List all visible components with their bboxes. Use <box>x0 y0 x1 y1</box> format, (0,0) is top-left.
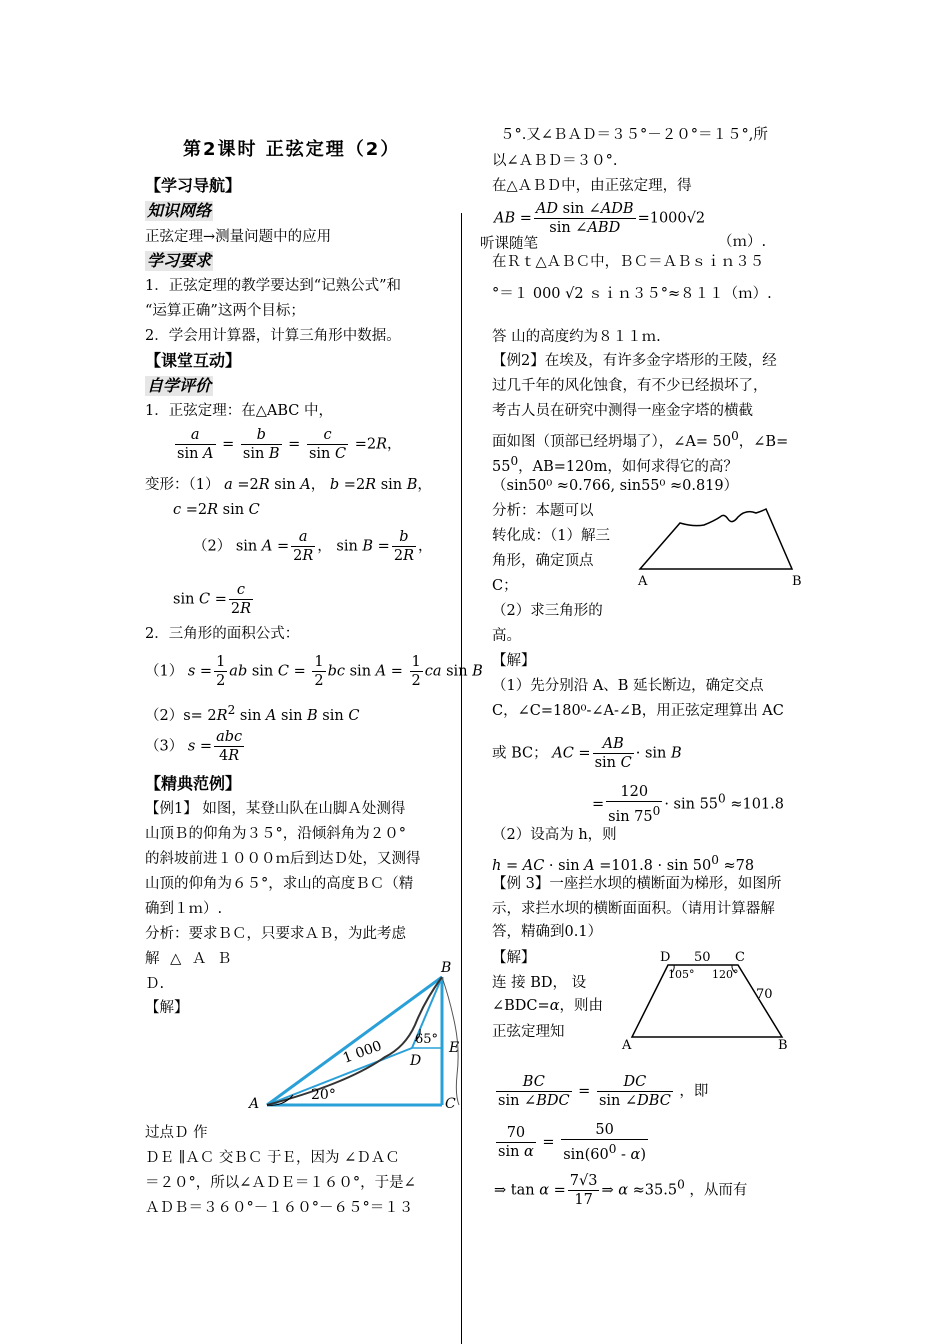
ex3-line3a: 答，精确到 <box>492 924 565 940</box>
analysis-line2: 解 △ Ａ Ｂ <box>145 951 235 967</box>
dam-label-B: B <box>778 1038 788 1053</box>
r-line3: 在△ＡＢＤ中，由正弦定理，得 <box>492 178 692 194</box>
sub-selfstudy: 自学评价 <box>147 376 212 395</box>
variant2-c: sin C = $\frac{c}{2R}$ <box>173 582 252 617</box>
solve-label-right: 【解】 <box>492 653 536 669</box>
r-line4b-part2: ｓｉｎ３５°≈８１１（ｍ）. <box>588 286 772 302</box>
pyr-label-A: A <box>638 574 648 589</box>
ex2-line5-text: ，AB=120m，如何求得它的高？ <box>518 458 738 475</box>
pyramid-figure <box>632 505 812 595</box>
r-line1: ５°.又∠ＢＡＤ＝３５°－２０°＝１５°,所 <box>500 127 768 143</box>
r-line4b-part1: °＝１ 000 <box>492 286 561 302</box>
area-formula-1: （1） s = $\frac{1}{2}$ ab sin C = $\frac{1}{2}$ bc sin A = $\frac{1}{2}$ ca sin B <box>145 654 483 689</box>
dam-angle-D: 105° <box>668 968 695 981</box>
section-interact: 【课堂互动】 <box>145 351 242 370</box>
s3-line2: ∠BDC=α，则由 <box>492 998 603 1014</box>
area-title: 2．三角形的面积公式： <box>145 626 300 642</box>
ex2-line4b: ，∠B= <box>738 433 789 450</box>
ex1-line1: 【例1】 如图，某登山队在山脚Ａ处测得 <box>145 801 406 817</box>
label-angle-65: 65° <box>415 1032 439 1047</box>
variant2-label: （2） <box>193 538 232 555</box>
ex3-line3c: ） <box>587 924 603 940</box>
dam-side-length: 70 <box>756 987 773 1002</box>
req2: 2．学会用计算器，计算三角形中数据。 <box>145 328 401 344</box>
network-text: 正弦定理→测量问题中的应用 <box>145 229 332 245</box>
r-line2: 以∠ＡＢＤ＝３０°. <box>492 153 618 169</box>
s3-ratio-2: $\frac{70}{\text{sin α}}$ = $\frac{50}{\sin(60^0 - \alpha)}$ <box>498 1122 647 1163</box>
mountain-figure <box>245 955 465 1115</box>
section-examples: 【精典范例】 <box>145 774 242 793</box>
an2-line1: 分析：本题可以 <box>492 503 594 519</box>
label-B: B <box>441 960 452 976</box>
area3-label: （3） <box>145 738 184 755</box>
pyramid-outline <box>640 509 792 569</box>
ex1-line2: 山顶Ｂ的仰角为３５°，沿倾斜角为２０° <box>145 826 406 842</box>
page-title: 第2课时 正弦定理（2） <box>183 139 401 160</box>
ex2-line6: （sin50⁰ ≈0.766, sin55⁰ ≈0.819） <box>492 478 739 494</box>
ex3-precision: 0.1 <box>564 924 588 940</box>
variant1: 变形：（1） a =2R sin A， b =2R sin B， <box>145 477 432 493</box>
an2-line3: 角形，确定顶点 <box>492 553 594 569</box>
s2-ac-line: 或 BC； AC = $\frac{AB}{\text{sin C}}$ · sin B <box>492 736 682 771</box>
sine-law-intro: 1．正弦定理：在△ABC 中， <box>145 403 333 419</box>
s2-line2: C，∠C=180⁰-∠A-∠B，用正弦定理算出 AC <box>492 703 784 719</box>
sol-line2: ＤＥ ∥ＡＣ 交ＢＣ 于Ｅ，因为 ∠ＤＡＣ <box>145 1150 400 1166</box>
label-A: A <box>249 1096 260 1112</box>
req1a: 1．正弦定理的教学要达到“记熟公式”和 <box>145 278 402 294</box>
analysis-line3: Ｄ. <box>145 976 165 992</box>
label-D: D <box>410 1053 422 1069</box>
variant1-c: c =2R sin C <box>173 502 260 518</box>
ex2-line4a: 面如图（顶部已经坍塌了），∠A= <box>492 433 709 450</box>
s3-ji: ，即 <box>679 1083 709 1100</box>
sol-line3: ＝２０°，所以∠ＡＤＥ＝１６０°，于是∠ <box>145 1175 416 1191</box>
area-formula-2: $(2)s= 2R^2$ sin A sin B sin C <box>145 703 360 724</box>
area1-label: （1） <box>145 663 184 680</box>
sine-law-formula: $\frac{a}{\text{sin A}}$ = $\frac{b}{\text{sin B}}$ = $\frac{c}{\text{sin C}}$ =2R， <box>177 427 402 462</box>
an2-line4: C； <box>492 578 518 594</box>
area2-label: （2）s= <box>145 707 203 724</box>
ex1-line4: 山顶的仰角为６５°，求山的高度ＢＣ（精 <box>145 876 414 892</box>
ex3-line2: 示，求拦水坝的横断面面积。（请用计算器解 <box>492 901 775 917</box>
label-E: E <box>449 1040 460 1056</box>
section-guide: 【学习导航】 <box>145 176 242 195</box>
variant2: （2） sin A = $\frac{a}{2R}$ ， sin B = $\frac{b}{2R}$ ， <box>193 529 433 564</box>
sub-network: 知识网络 <box>147 201 212 220</box>
sol-line1: 过点Ｄ 作 <box>145 1125 208 1141</box>
s3-line2b: ，则由 <box>559 998 603 1014</box>
solve-label-right-2: 【解】 <box>492 950 536 966</box>
line-AD <box>267 1048 412 1105</box>
dam-angle-C: 120° <box>712 968 739 981</box>
ex1-line5: 确到１ｍ）. <box>145 901 223 917</box>
solve-label-left: 【解】 <box>145 1000 189 1016</box>
unit-m: （ｍ）. <box>718 234 767 250</box>
dam-label-C: C <box>735 950 745 965</box>
an2-line5: （2）求三角形的 <box>492 603 603 619</box>
s3-line2a: ∠BDC= <box>492 998 550 1014</box>
ex1-line3: 的斜坡前进１０００ｍ后到达Ｄ处，又测得 <box>145 851 421 867</box>
pyr-label-B: B <box>792 574 802 589</box>
analysis-line1: 分析：要求ＢＣ，只要求ＡＢ，为此考虑 <box>145 926 406 942</box>
req1b: “运算正确”这两个目标； <box>145 303 305 319</box>
ex2-line5: $55^0$，AB=120m，如何求得它的高？ <box>492 454 738 475</box>
label-length: 1 000 <box>340 1038 385 1067</box>
an2-line6: 高。 <box>492 628 521 644</box>
ex2-line3: 考古人员在研究中测得一座金字塔的横截 <box>492 403 753 419</box>
s2-line3: 或 BC； <box>492 745 548 762</box>
sub-requirements: 学习要求 <box>147 251 212 270</box>
r-line4b: °＝１ 000 √2 ｓｉｎ３５°≈８１１（ｍ）. <box>492 286 772 302</box>
label-angle-20: 20° <box>311 1087 336 1103</box>
sol-line4: ＡＤＢ＝３６０°－１６０°－６５°＝１３ <box>145 1200 414 1216</box>
ex2-line2: 过几千年的风化蚀食，有不少已经损坏了， <box>492 378 768 394</box>
r-line4a: 在Ｒｔ△ＡＢＣ中，ＢＣ＝ＡＢｓｉｎ３５ <box>492 254 765 270</box>
dam-top-length: 50 <box>694 950 711 965</box>
s3-line3: 正弦定理知 <box>492 1024 565 1040</box>
dam-label-A: A <box>622 1038 632 1053</box>
s3-line1: 连 接 BD， 设 <box>492 975 587 991</box>
an2-line2: 转化成：（1）解三 <box>492 528 610 544</box>
ex3-line1: 【例 3】一座拦水坝的横断面为梯形，如图所 <box>492 876 782 892</box>
side-note: 听课随笔 <box>480 236 538 252</box>
area-formula-3: （3） s = $\frac{\text{abc}}{4R}$ <box>145 729 243 764</box>
variant-label: 变形：（1） <box>145 477 220 493</box>
label-C: C <box>445 1096 456 1112</box>
column-divider <box>461 213 462 1344</box>
ab-formula: AB = $\frac{\text{AD sin ∠ADB}}{\text{sin ∠ABD}}$ =1000√2 <box>494 201 706 236</box>
dam-label-D: D <box>660 950 671 965</box>
s2-line4: （2）设高为 h，则 <box>492 827 617 843</box>
answer: 答 山的高度约为８１１ｍ. <box>492 329 661 345</box>
s2-ac-value: = $\frac{120}{\sin 75^0}$ · $\sin 55^0 \approx 101.8$ <box>592 784 784 825</box>
ex2-line1: 【例2】在埃及，有许多金字塔形的王陵，经 <box>492 353 777 369</box>
dam-figure <box>618 945 798 1055</box>
s2-h-formula: h = AC · $\sin A =101.8 \cdot \sin 50^0 \approx 78$ <box>492 853 755 874</box>
s3-end: ，从而有 <box>689 1182 748 1199</box>
ex2-line4: 面如图（顶部已经坍塌了），∠A= $50^0$，∠B= <box>492 429 789 450</box>
ex3-line3 <box>492 922 602 942</box>
s3-ratio-1: $\frac{BC}{\text{sin ∠BDC}}$ = $\frac{DC}{\text{sin ∠DBC}}$ ，即 <box>498 1074 709 1109</box>
s3-tan: ⇒ tan α = $\frac{7√3}{17}$ ⇒ $\alpha \approx 35.5^0$ ，从而有 <box>494 1173 748 1208</box>
s2-line1: （1）先分别沿 A、B 延长断边，确定交点 <box>492 678 764 694</box>
